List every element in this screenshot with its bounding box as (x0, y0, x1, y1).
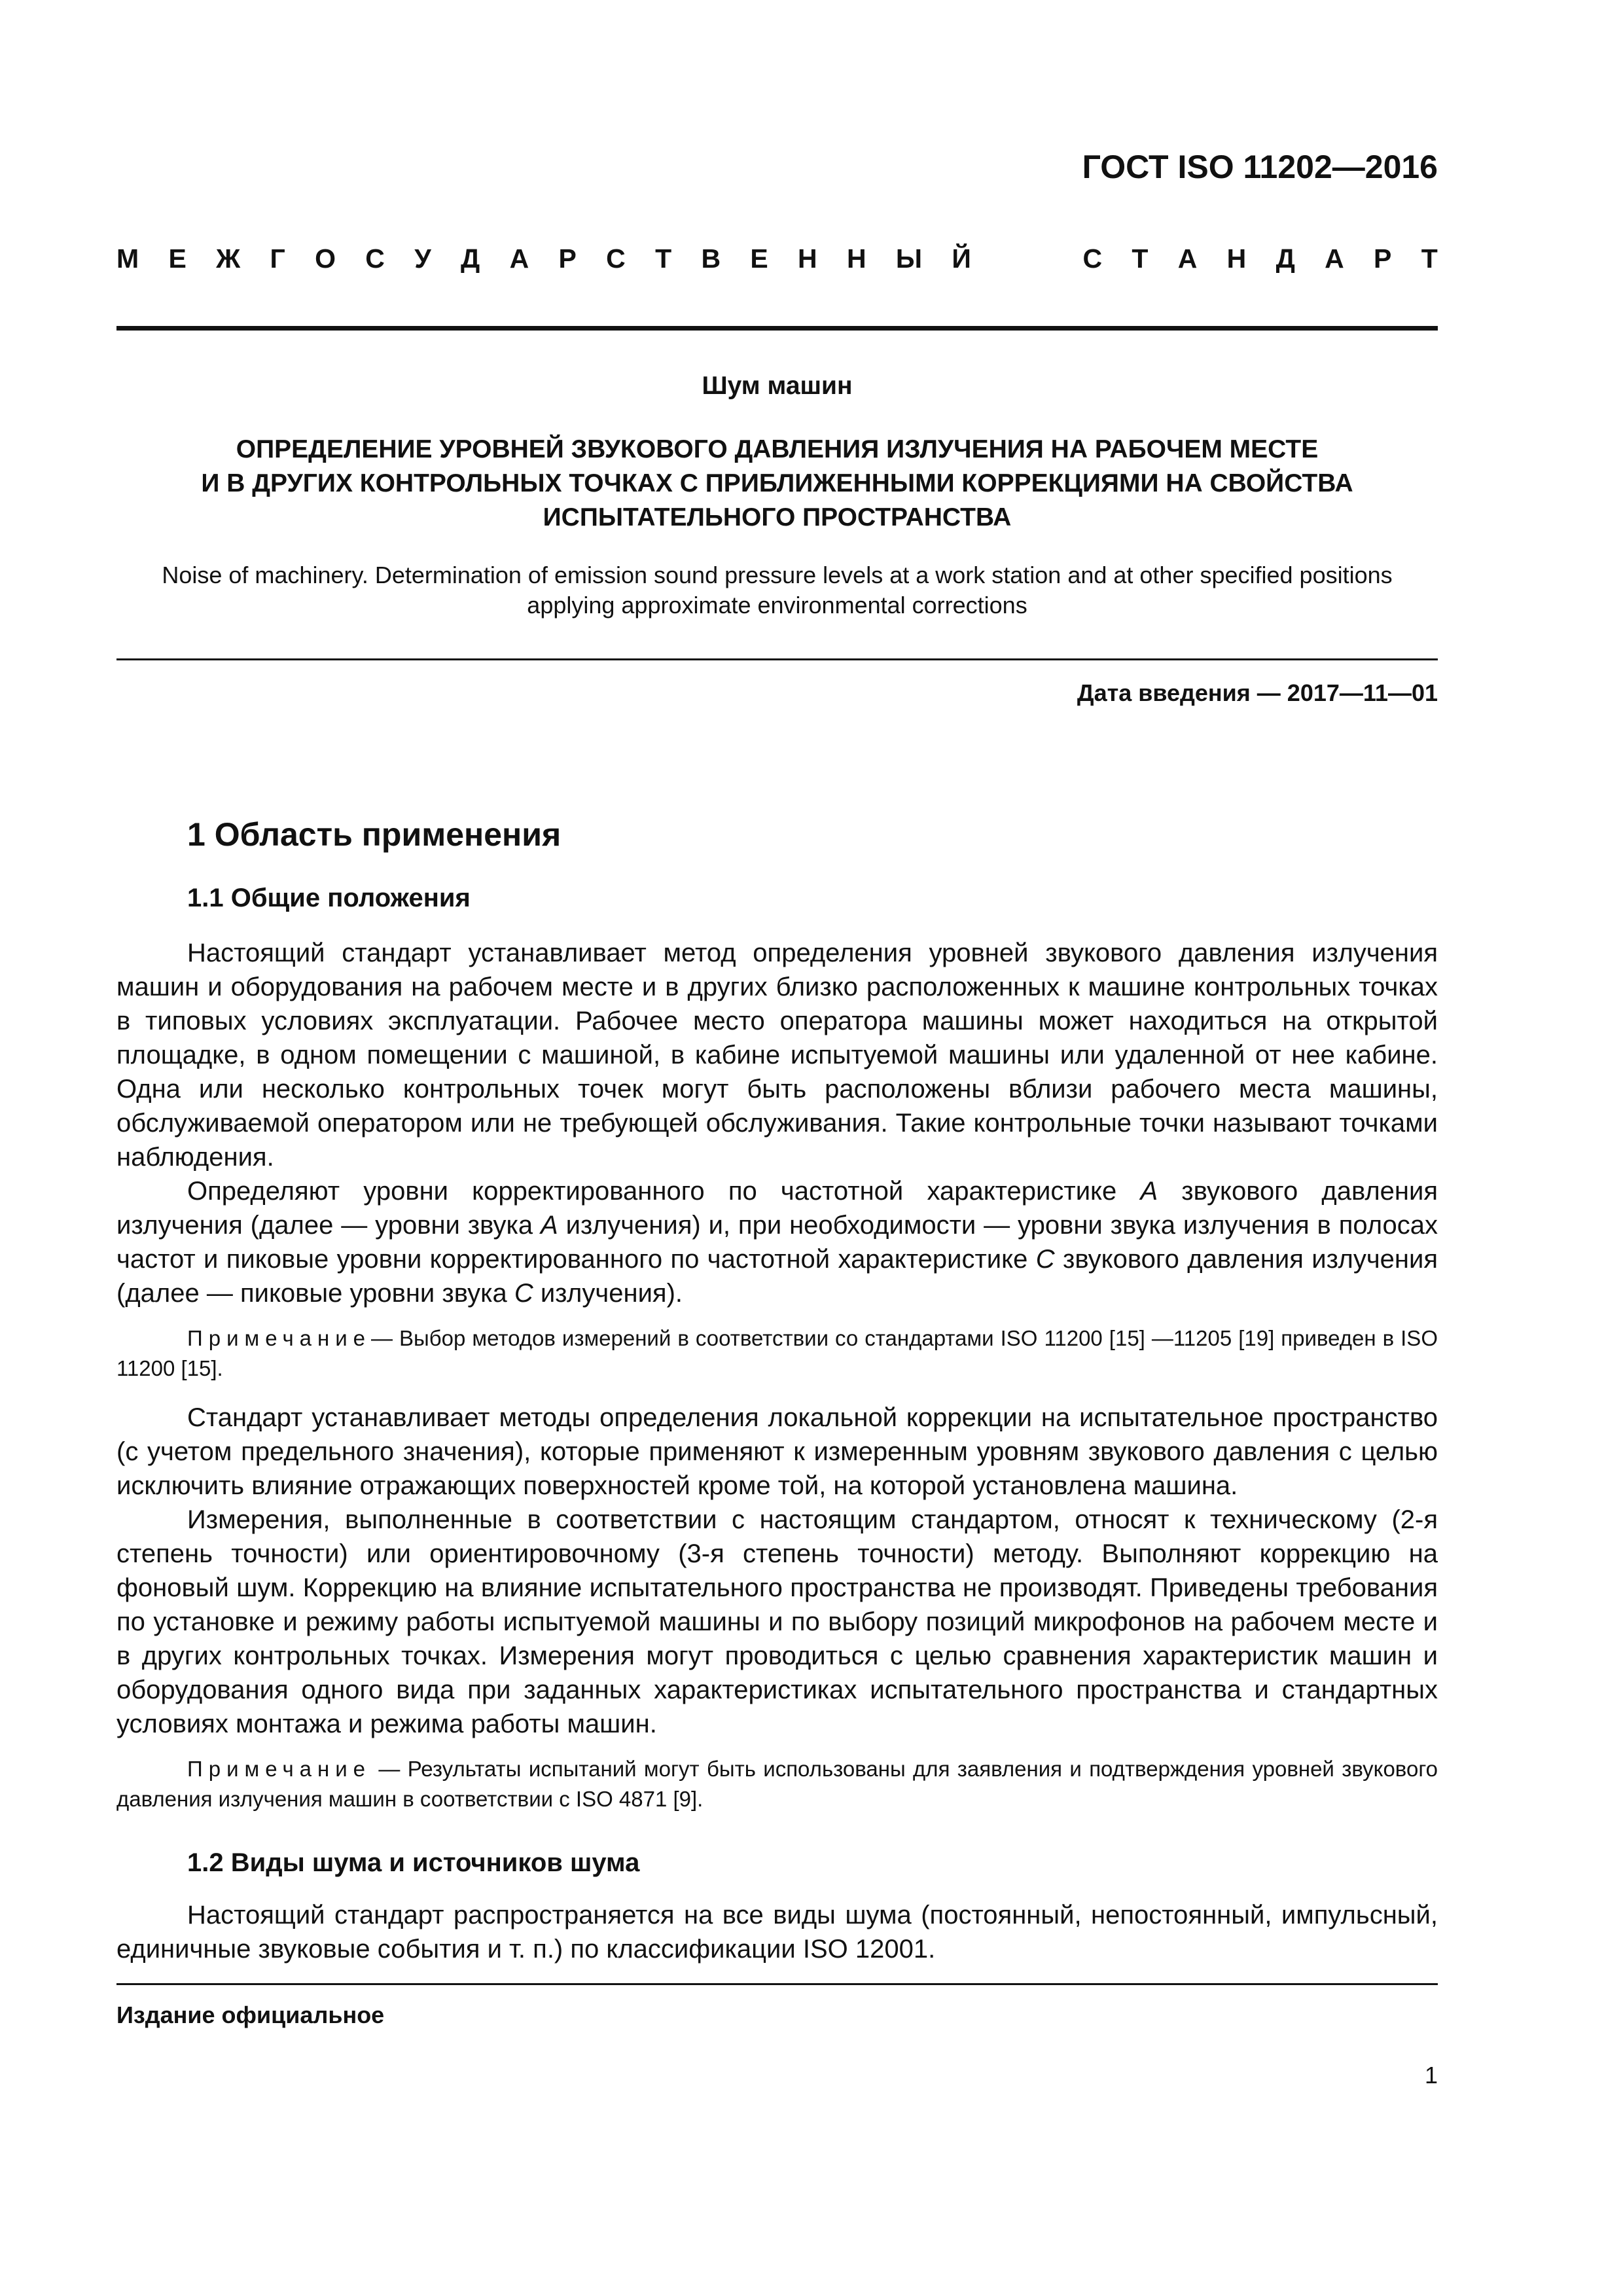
text-run: звукового давления излучения (далее — уровни звука (116, 1177, 1438, 1240)
title-line: ИСПЫТАТЕЛЬНОГО ПРОСТРАНСТВА (543, 503, 1012, 531)
interstate-standard-heading (116, 243, 1438, 274)
heading-letter: О (315, 243, 336, 274)
note (116, 1754, 1438, 1814)
note (116, 1323, 1438, 1384)
heading-letter: Е (168, 243, 187, 274)
title-line: ОПРЕДЕЛЕНИЕ УРОВНЕЙ ЗВУКОВОГО ДАВЛЕНИЯ ИЗЛУЧЕНИЯ НА РАБОЧЕМ МЕСТЕ (236, 435, 1319, 463)
subsection-1-2-body (116, 1898, 1438, 1966)
text-run: Определяют уровни корректированного по частотной характеристике (187, 1177, 1141, 1206)
heading-letter: У (414, 243, 431, 274)
introduction-date: Дата введения — 2017—11—01 (1077, 679, 1438, 706)
subsection-1-1-heading: 1.1 Общие положения (187, 884, 471, 912)
title-line: И В ДРУГИХ КОНТРОЛЬНЫХ ТОЧКАХ С ПРИБЛИЖЕННЫМИ КОРРЕКЦИЯМИ НА СВОЙСТВА (201, 469, 1353, 497)
heading-letter: Р (558, 243, 577, 274)
heading-letter: Д (461, 243, 480, 274)
header-rule (116, 326, 1438, 331)
document-title (116, 433, 1438, 535)
heading-letter: М (116, 243, 139, 274)
symbol-a: A (1140, 1177, 1158, 1206)
heading-letter: Н (798, 243, 817, 274)
paragraph: Настоящий стандарт распространяется на все виды шума (постоянный, непостоянный, импульсный, единичные звуковые события и т. п.) по классификации ISO 12001. (116, 1901, 1438, 1964)
note-label: Примечание (187, 1326, 372, 1350)
heading-letter: Н (846, 243, 866, 274)
heading-letter: Г (270, 243, 285, 274)
paragraph (116, 1174, 1438, 1310)
heading-letter: Т (1421, 243, 1438, 274)
heading-letter: Ы (895, 243, 923, 274)
heading-letter: А (509, 243, 529, 274)
text-run: излучения). (533, 1279, 683, 1308)
symbol-c: C (514, 1279, 533, 1308)
title-rule (116, 658, 1438, 660)
note-label: Примечание (187, 1757, 372, 1781)
heading-letter: Й (952, 243, 971, 274)
document-subtitle: Шум машин (702, 372, 853, 400)
page-number: 1 (1424, 2062, 1438, 2089)
heading-letter: Д (1275, 243, 1295, 274)
heading-letter: С (1082, 243, 1103, 274)
english-title-line: Noise of machinery. Determination of emission sound pressure levels at a work station and at other specified positions (162, 562, 1393, 588)
word-gap (1001, 243, 1053, 274)
heading-letter: Ж (216, 243, 241, 274)
heading-letter: С (365, 243, 385, 274)
text-run: звукового давления излучения (далее — пиковые уровни звука (116, 1245, 1438, 1308)
heading-letter: Р (1374, 243, 1392, 274)
footer-rule (116, 1983, 1438, 1985)
paragraph: Стандарт устанавливает методы определения локальной коррекции на испытательное пространство (с учетом предельного значения), которые применяют к измеренным уровням звукового давления с целью исключить влияние отражающих поверхностей кроме той, на которой установлена машина. (116, 1403, 1438, 1500)
note-text: — Результаты испытаний могут быть использованы для заявления и подтверждения уровней звукового давления излучения машин в соответствии с ISO 4871 [9]. (116, 1757, 1438, 1811)
paragraph: Настоящий стандарт устанавливает метод определения уровней звукового давления излучения машин и оборудования на рабочем месте и в других близко расположенных к машине контрольных точках в типовых условиях эксплуатации. Рабочее место оператора машины может находиться на открытой площадке, в одном помещении с машиной, в кабине испытуемой машины или удаленной от нее кабине. Одна или несколько контрольных точек могут быть расположены вблизи рабочего места машины, обслуживаемой оператором или не требующей обслуживания. Такие контрольные точки называют точками наблюдения. (116, 939, 1438, 1172)
subsection-1-1-body (116, 936, 1438, 1814)
symbol-a: A (541, 1211, 558, 1240)
english-title-line: applying approximate environmental corrections (527, 592, 1027, 619)
heading-letter: Е (750, 243, 768, 274)
section-1-heading: 1 Область применения (187, 816, 562, 853)
note-text: — Выбор методов измерений в соответствии со стандартами ISO 11200 [15] —11205 [19] приведен в ISO 11200 [15]. (116, 1326, 1438, 1380)
document-number: ГОСТ ISO 11202—2016 (1082, 149, 1438, 185)
heading-letter: С (606, 243, 626, 274)
heading-letter: А (1177, 243, 1198, 274)
heading-letter: Т (1132, 243, 1149, 274)
heading-letter: Т (655, 243, 672, 274)
heading-letter: В (701, 243, 721, 274)
symbol-c: C (1035, 1245, 1055, 1274)
heading-letter: А (1325, 243, 1344, 274)
paragraph: Измерения, выполненные в соответствии с настоящим стандартом, относят к техническому (2-я степень точности) или ориентировочному (3-я степень точности) методу. Выполняют коррекцию на фоновый шум. Коррекцию на влияние испытательного пространства не производят. Приведены требования по установке и режиму работы испытуемой машины и по выбору позиций микрофонов на рабочем месте и в других контрольных точках. Измерения могут проводиться с целью сравнения характеристик машин и оборудования одного вида при заданных характеристиках испытательного пространства и стандартных условиях монтажа и режима работы машин. (116, 1505, 1438, 1738)
subsection-1-2-heading: 1.2 Виды шума и источников шума (187, 1848, 640, 1877)
heading-letter: Н (1226, 243, 1247, 274)
english-title (116, 560, 1438, 620)
edition-label: Издание официальное (116, 2001, 385, 2028)
text-run: излучения) и, при необходимости — уровни звука излучения в полосах частот и пиковые уровни корректированного по частотной характеристике (116, 1211, 1438, 1274)
